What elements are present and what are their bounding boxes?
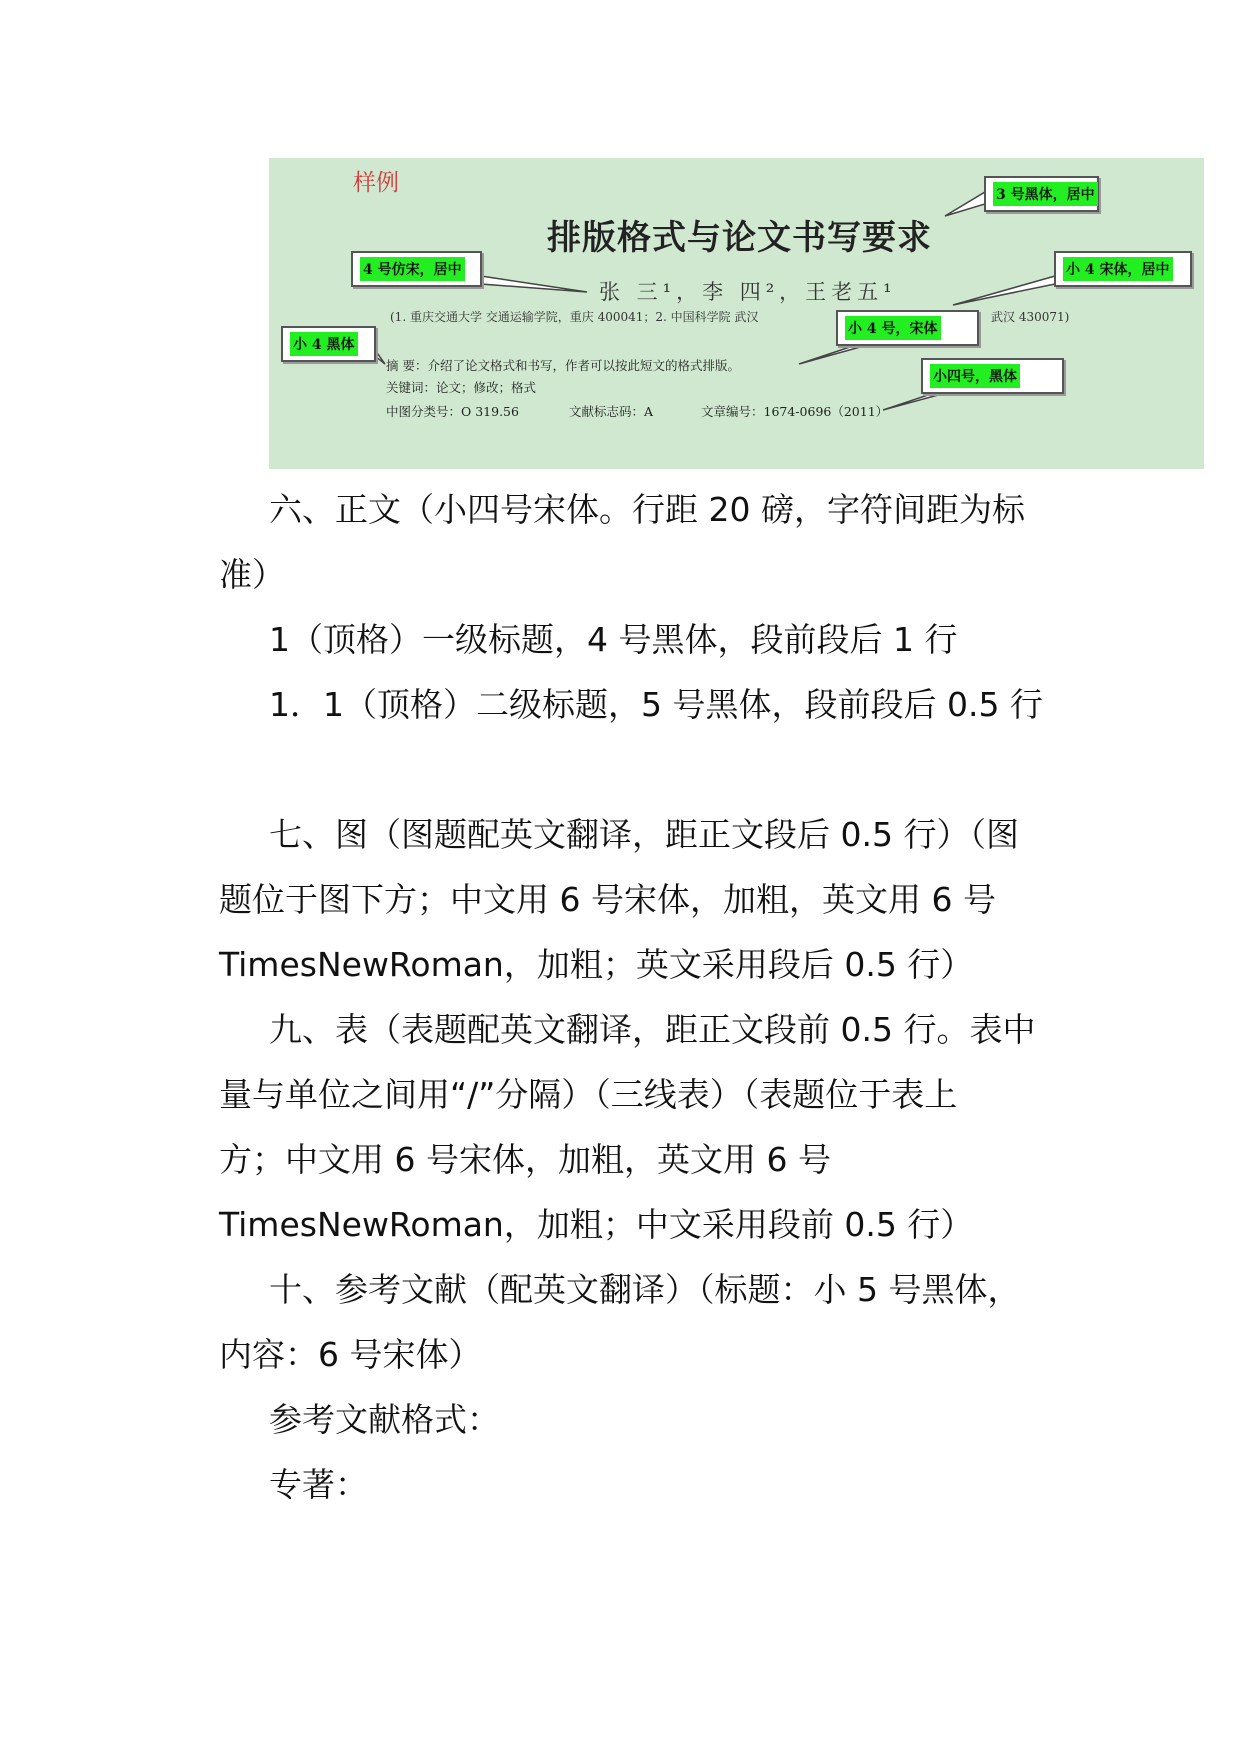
callout-abstract-note bbox=[836, 310, 979, 346]
body-line-section-10-cont: 内容：6 号宋体） bbox=[219, 1335, 482, 1374]
pointer-title bbox=[945, 192, 985, 216]
pointer-affil bbox=[953, 276, 1055, 305]
callout-clc-note bbox=[921, 358, 1064, 394]
callout-label: 小 4 宋体，居中 bbox=[1063, 257, 1173, 281]
body-line-heading-2: 1．1（顶格）二级标题，5 号黑体，段前段后 0.5 行 bbox=[269, 685, 1043, 724]
body-line-reference-format: 参考文献格式： bbox=[269, 1400, 500, 1439]
sample-affiliation-end: 武汉 430071) bbox=[991, 310, 1070, 324]
body-line-heading-1: 1（顶格）一级标题，4 号黑体，段前段后 1 行 bbox=[269, 620, 958, 659]
callout-abstract-label-note bbox=[281, 326, 376, 362]
callout-title-note bbox=[984, 176, 1099, 212]
body-line-section-6: 六、正文（小四号宋体。行距 20 磅，字符间距为标 bbox=[269, 490, 1025, 529]
callout-label: 小四号，黑体 bbox=[930, 364, 1020, 388]
callout-label: 小 4 黑体 bbox=[290, 332, 358, 356]
sample-clc: 中图分类号：O 319.56 bbox=[386, 404, 519, 419]
body-line-section-10: 十、参考文献（配英文翻译）（标题：小 5 号黑体， bbox=[269, 1270, 1021, 1309]
body-line-monograph: 专著： bbox=[269, 1465, 368, 1504]
body-line-section-9-cont2: 方；中文用 6 号宋体，加粗，英文用 6 号 bbox=[219, 1140, 831, 1179]
callout-affil-note bbox=[1054, 251, 1192, 287]
sample-authors: 张 三¹，李 四²，王老五¹ bbox=[599, 280, 897, 304]
pointer-clc bbox=[883, 392, 949, 410]
callout-label: 3 号黑体，居中 bbox=[993, 182, 1098, 206]
body-line-section-7: 七、图（图题配英文翻译，距正文段后 0.5 行）（图 bbox=[269, 815, 1019, 854]
sample-affiliation: (1. 重庆交通大学 交通运输学院，重庆 400041；2. 中国科学院 武汉 bbox=[390, 310, 759, 324]
body-line-section-9: 九、表（表题配英文翻译，距正文段前 0.5 行。表中 bbox=[269, 1010, 1036, 1049]
pointer-authors bbox=[481, 276, 587, 292]
body-line-section-9-cont3: TimesNewRoman，加粗；中文采用段前 0.5 行） bbox=[219, 1205, 974, 1244]
sample-abstract: 摘 要：介绍了论文格式和书写，作者可以按此短文的格式排版。 bbox=[386, 358, 740, 373]
sample-tag: 样例 bbox=[353, 170, 399, 196]
body-line-section-7-cont2: TimesNewRoman，加粗；英文采用段后 0.5 行） bbox=[219, 945, 974, 984]
callout-label: 4 号仿宋，居中 bbox=[360, 257, 465, 281]
callout-authors-note bbox=[351, 251, 482, 287]
sample-doc-code: 文献标志码：A bbox=[569, 404, 654, 419]
callout-label: 小 4 号，宋体 bbox=[845, 316, 941, 340]
sample-keywords: 关键词：论文；修改；格式 bbox=[386, 380, 537, 395]
sample-title: 排版格式与论文书写要求 bbox=[547, 218, 932, 258]
pointer-abstract bbox=[799, 344, 871, 364]
body-line-section-9-cont1: 量与单位之间用“/”分隔）（三线表）（表题位于表上 bbox=[219, 1075, 958, 1114]
pointer-label bbox=[375, 350, 385, 364]
sample-article-no: 文章编号：1674-0696（2011） bbox=[701, 404, 889, 419]
body-line-section-7-cont1: 题位于图下方；中文用 6 号宋体，加粗，英文用 6 号 bbox=[219, 880, 996, 919]
sample-figure bbox=[269, 158, 1204, 469]
body-line-section-6-cont: 准） bbox=[219, 555, 285, 594]
